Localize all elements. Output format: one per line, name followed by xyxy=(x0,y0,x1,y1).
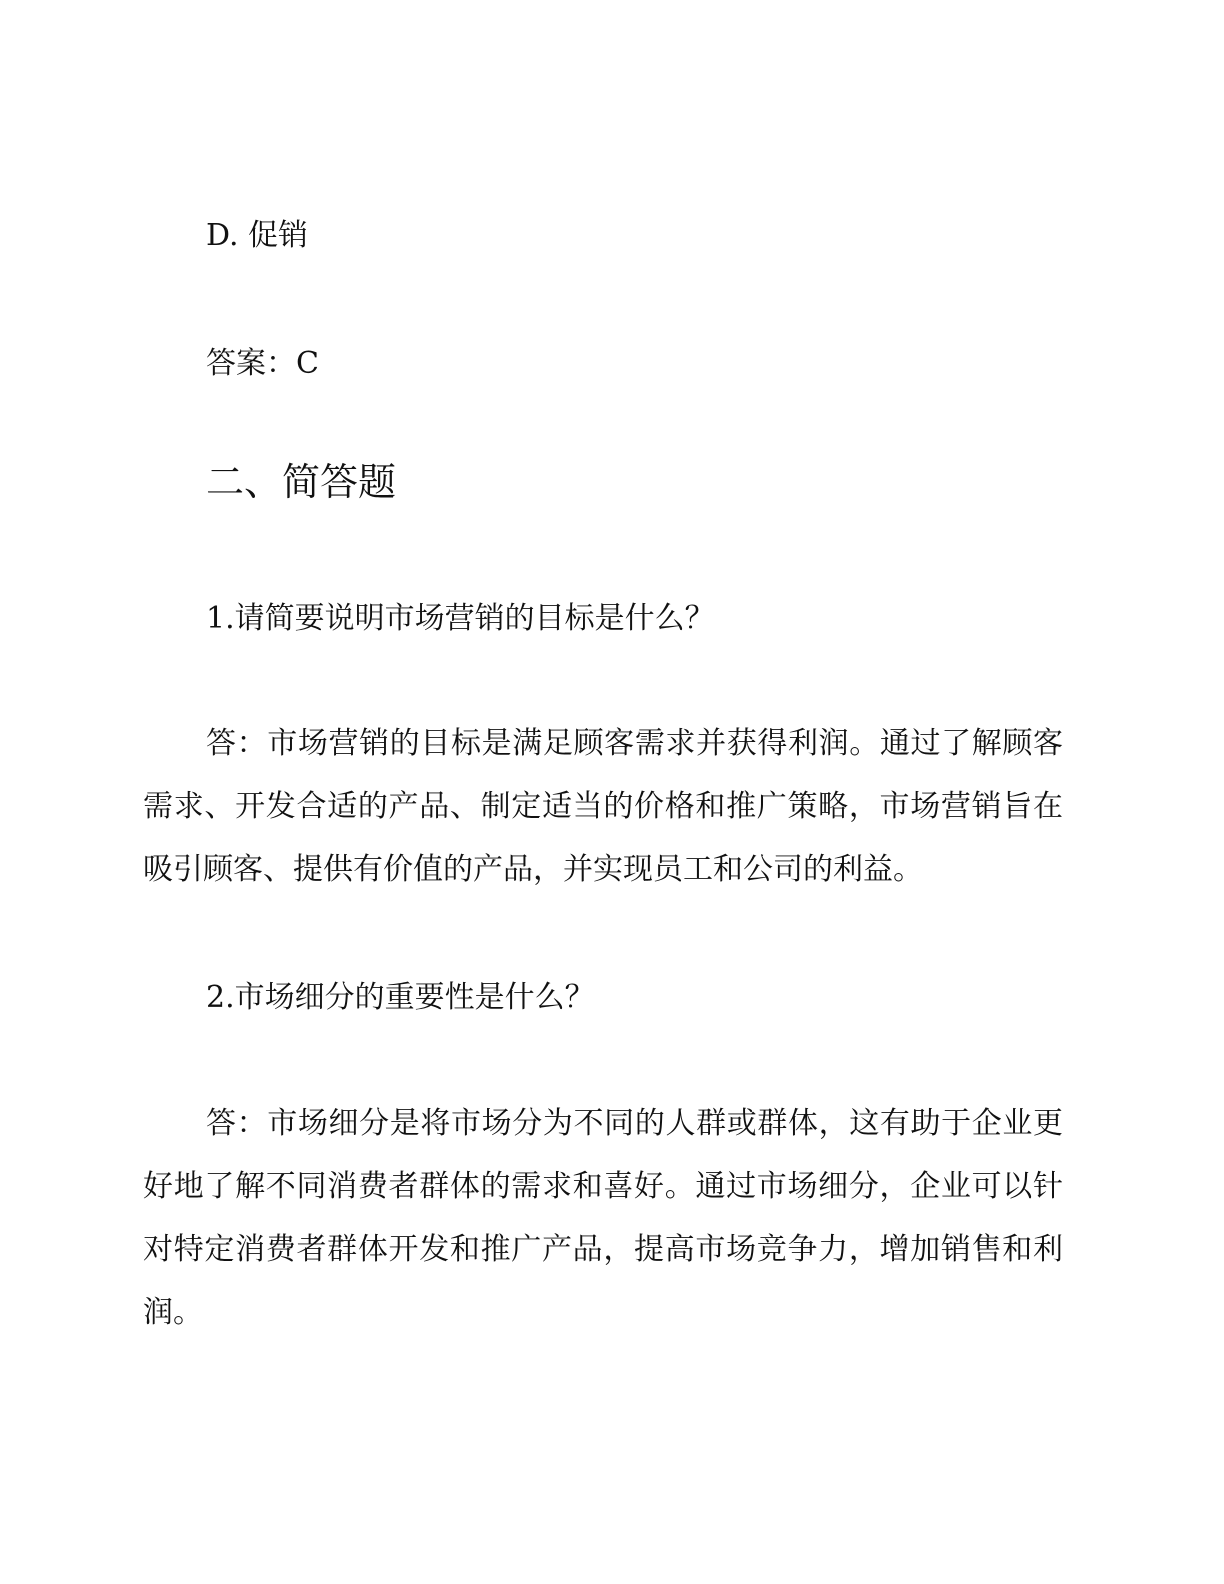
answer-1: 答：市场营销的目标是满足顾客需求并获得利润。通过了解顾客需求、开发合适的产品、制定适当的价格和推广策略，市场营销旨在吸引顾客、提供有价值的产品，并实现员工和公司的利益。 xyxy=(143,726,1063,887)
option-d: D. 促销 xyxy=(206,218,309,253)
question-2: 2.市场细分的重要性是什么？ xyxy=(206,980,595,1015)
answer-mc: 答案：C xyxy=(206,346,319,381)
answer-2: 答：市场细分是将市场分为不同的人群或群体，这有助于企业更好地了解不同消费者群体的需求和喜好。通过市场细分，企业可以针对特定消费者群体开发和推广产品，提高市场竞争力，增加销售和利润。 xyxy=(143,1106,1063,1330)
section-title: 二、简答题 xyxy=(206,460,397,504)
question-1: 1.请简要说明市场营销的目标是什么？ xyxy=(206,601,715,636)
